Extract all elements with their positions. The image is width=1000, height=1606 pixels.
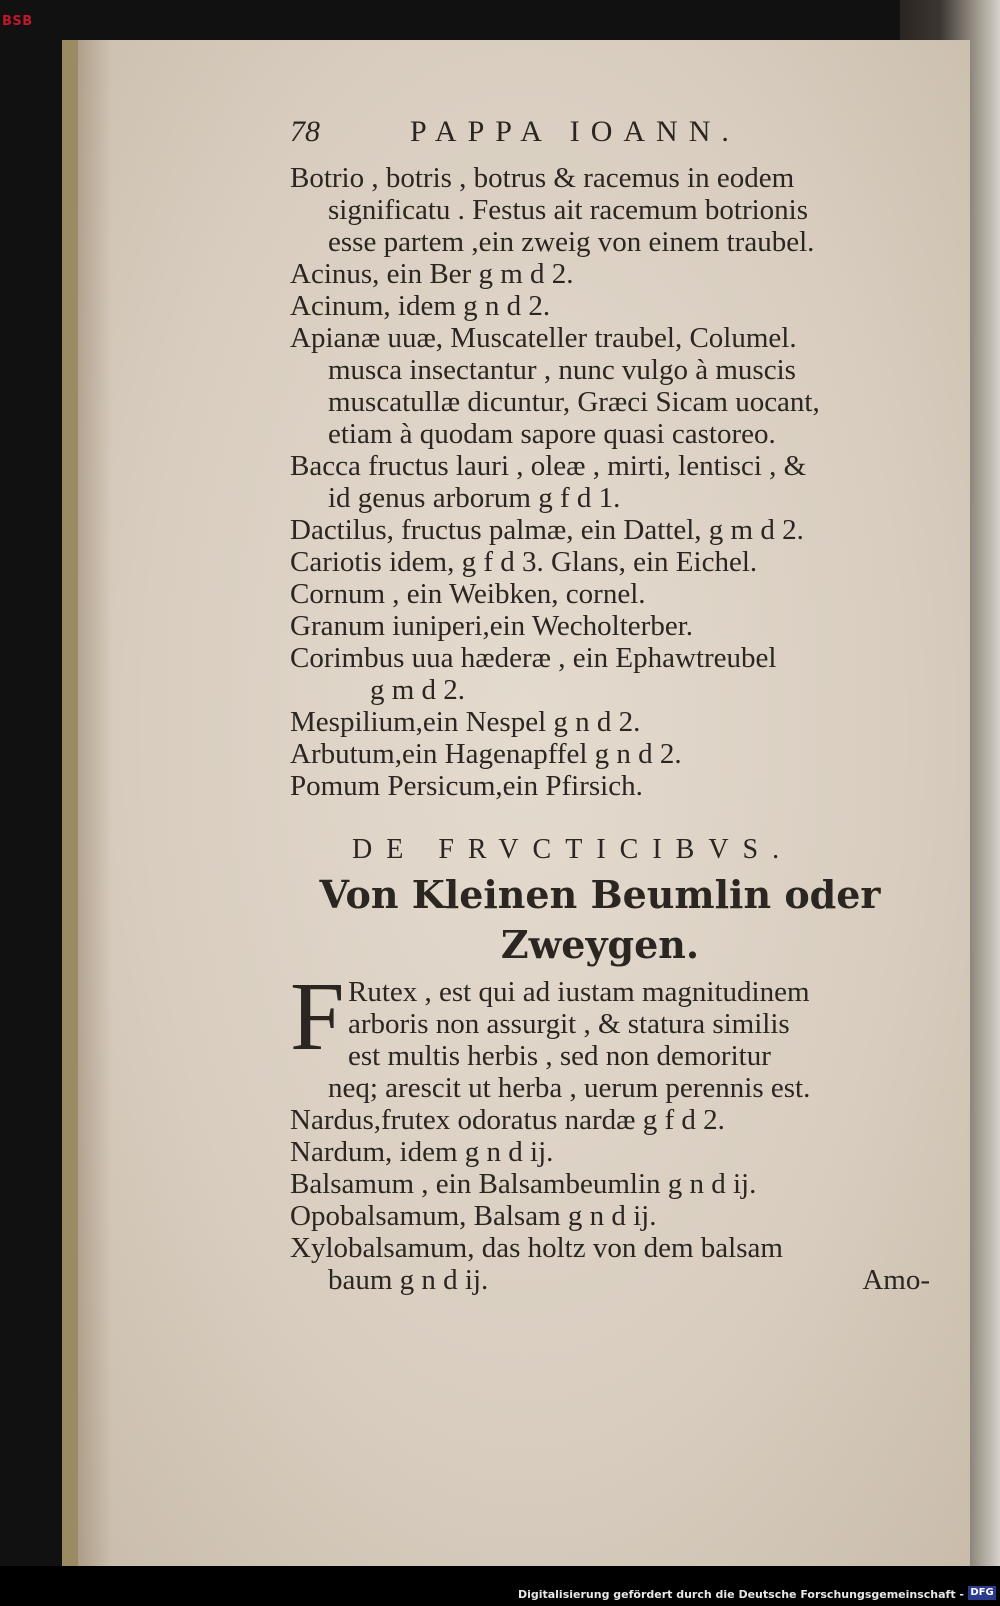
text-line: Acinum, idem g n d 2. <box>290 290 551 322</box>
section-title: DE FRVCTICIBVS. <box>352 834 794 865</box>
text-line: Acinus, ein Ber g m d 2. <box>290 258 574 290</box>
catchword: Amo- <box>862 1264 930 1296</box>
text-line: arboris non assurgit , & statura similis <box>348 1008 790 1040</box>
text-line: Corimbus uua hæderæ , ein Ephawtreubel <box>290 642 777 674</box>
spacer <box>290 802 930 830</box>
page-header <box>290 112 930 162</box>
text-line: Apianæ uuæ, Muscateller traubel, Columel. <box>290 322 797 354</box>
text-line: id genus arborum g f d 1. <box>328 482 621 514</box>
drop-cap: F <box>290 963 345 1071</box>
text-line: Nardus,frutex odoratus nardæ g f d 2. <box>290 1104 725 1136</box>
text-line: Botrio , botris , botrus & racemus in eodem <box>290 162 795 194</box>
text-line-content: baum g n d ij. <box>328 1264 489 1296</box>
text-line: Granum iuniperi,ein Wecholterber. <box>290 610 693 642</box>
text-line: Nardum, idem g n d ij. <box>290 1136 554 1168</box>
text-line: Balsamum , ein Balsambeumlin g n d ij. <box>290 1168 757 1200</box>
text-line: Pomum Persicum,ein Pfirsich. <box>290 770 643 802</box>
text-line: Rutex , est qui ad iustam magnitudinem <box>348 976 810 1008</box>
text-line: esse partem ,ein zweig von einem traubel. <box>328 226 815 258</box>
text-line: Cariotis idem, g f d 3. Glans, ein Eichel. <box>290 546 758 578</box>
page-text <box>290 112 930 1296</box>
paragraph <box>290 963 930 1104</box>
text-line: muscatullæ dicuntur, Græci Sicam uocant, <box>328 386 820 418</box>
text-line: Arbutum,ein Hagenapffel g n d 2. <box>290 738 682 770</box>
folio-number: 78 <box>290 115 320 148</box>
text-line: Bacca fructus lauri , oleæ , mirti, lentisci , & <box>290 450 807 482</box>
text-line: Opobalsamum, Balsam g n d ij. <box>290 1200 657 1232</box>
text-line: g m d 2. <box>370 674 466 706</box>
text-line: Cornum , ein Weibken, cornel. <box>290 578 646 610</box>
dfg-logo: DFG <box>968 1586 996 1600</box>
text-line: Mespilium,ein Nespel g n d 2. <box>290 706 641 738</box>
text-line: Dactilus, fructus palmæ, ein Dattel, g m d 2. <box>290 514 804 546</box>
text-line: neq; arescit ut herba , uerum perennis est. <box>328 1072 811 1104</box>
footer-credit: Digitalisierung gefördert durch die Deutsche Forschungsgemeinschaft - <box>517 1588 964 1601</box>
section-subtitle: Zweygen. <box>500 922 700 967</box>
library-mark: BSB <box>2 14 33 29</box>
text-line <box>290 1264 930 1296</box>
running-title: PAPPA IOANN. <box>410 115 740 148</box>
section-subtitle: Von Kleinen Beumlin oder <box>319 872 881 917</box>
text-line: musca insectantur , nunc vulgo à muscis <box>328 354 796 386</box>
text-line: significatu . Festus ait racemum botrionis <box>328 194 809 226</box>
text-line: Xylobalsamum, das holtz von dem balsam <box>290 1232 783 1264</box>
text-line: etiam à quodam sapore quasi castoreo. <box>328 418 776 450</box>
text-line: est multis herbis , sed non demoritur <box>348 1040 771 1072</box>
gutter-shadow <box>78 40 112 1566</box>
